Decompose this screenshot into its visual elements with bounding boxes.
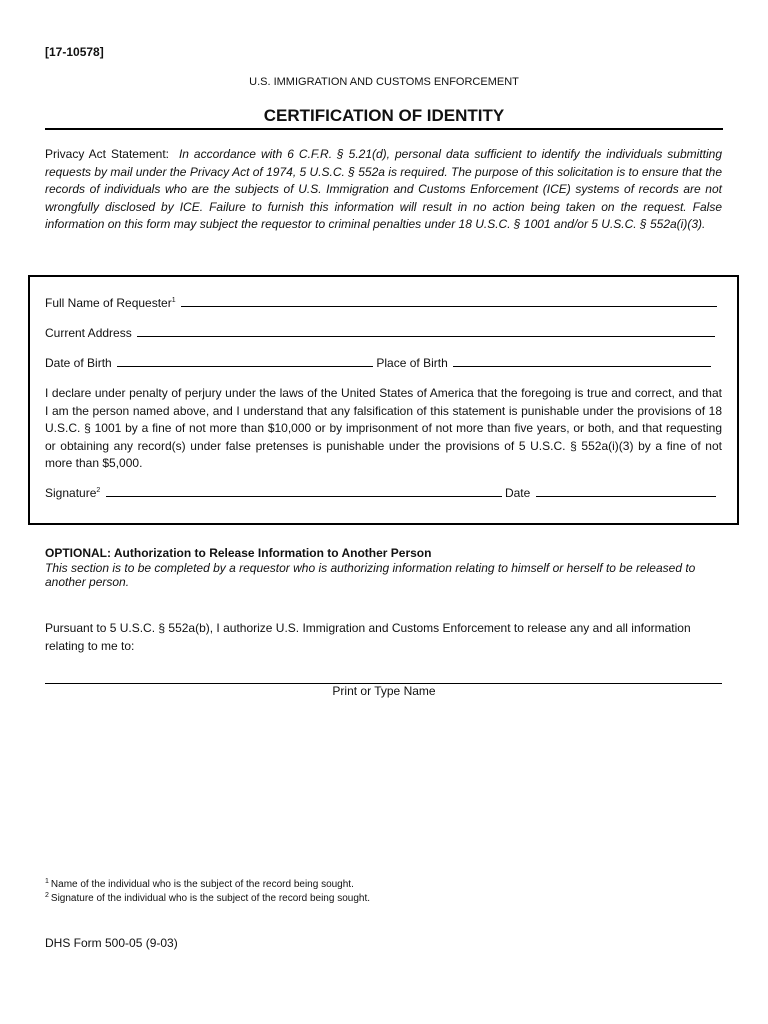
- print-name-label: Print or Type Name: [332, 684, 436, 698]
- privacy-text: In accordance with 6 C.F.R. § 5.21(d), personal data sufficient to identify the individuals submitting requests by mail under the Privacy Act of 1974, 5 U.S.C. § 552a is required. The purpose of this solicitation is to ensure that the records of individuals who are the subjects of U.S. Immigration and Customs Enforcement (ICE) systems of records are not wrongfully disclosed by ICE. Failure to furnish this information will result in no action being taken on the request. False information on this form may subject the requestor to criminal penalties under 18 U.S.C. § 1001 and/or 5 U.S.C. § 552a(i)(3).: [45, 147, 722, 232]
- signature-label: Signature: [45, 486, 97, 500]
- date-field[interactable]: [536, 486, 716, 497]
- privacy-label: Privacy Act Statement:: [45, 147, 169, 161]
- optional-heading: OPTIONAL: Authorization to Release Information to Another Person: [45, 546, 432, 560]
- form-title: CERTIFICATION OF IDENTITY: [263, 106, 505, 125]
- pob-field[interactable]: [453, 356, 711, 367]
- address-row: [45, 326, 715, 340]
- document-number: [17-10578]: [45, 45, 104, 59]
- footnote-1-text: Name of the individual who is the subject of the record being sought.: [50, 879, 354, 890]
- birth-row: [45, 356, 711, 370]
- dob-field[interactable]: [117, 356, 373, 367]
- footnote-1-number: 1: [45, 877, 49, 885]
- footnote-ref-1: 1: [171, 297, 176, 304]
- privacy-act-statement: [45, 146, 722, 234]
- signature-row: [45, 486, 716, 500]
- footnote-2: [45, 893, 370, 904]
- address-label: Current Address: [45, 326, 132, 340]
- footnote-2-text: Signature of the individual who is the subject of the record being sought.: [50, 893, 370, 904]
- optional-instructions: This section is to be completed by a requestor who is authorizing information relating to himself or herself to be released to another person.: [45, 561, 696, 589]
- footnote-ref-2: 2: [96, 487, 101, 494]
- footnote-2-number: 2: [45, 891, 49, 899]
- signature-field[interactable]: [106, 486, 502, 497]
- full-name-field[interactable]: [181, 296, 717, 307]
- authorization-statement: Pursuant to 5 U.S.C. § 552a(b), I authorize U.S. Immigration and Customs Enforcement to release any and all information relating to me to:: [45, 621, 691, 653]
- pob-label: Place of Birth: [376, 356, 448, 370]
- full-name-label: Full Name of Requester: [45, 296, 172, 310]
- perjury-declaration: I declare under penalty of perjury under the laws of the United States of America that the foregoing is true and correct, and that I am the person named above, and I understand that any falsification of this statement is punishable under the provisions of 18 U.S.C. § 1001 by a fine of not more than $10,000 or by imprisonment of not more than five years, or both, and that requesting or obtaining any record(s) under false pretenses is punishable under the provisions of 5 U.S.C. § 552a(i)(3) by a fine of not more than $5,000.: [45, 386, 722, 471]
- dob-label: Date of Birth: [45, 356, 112, 370]
- title-divider: [45, 128, 723, 130]
- form-number: DHS Form 500-05 (9-03): [45, 936, 178, 950]
- full-name-row: [45, 296, 717, 310]
- footnote-1: [45, 879, 354, 890]
- address-field[interactable]: [137, 326, 715, 337]
- agency-name: U.S. IMMIGRATION AND CUSTOMS ENFORCEMENT: [249, 76, 519, 88]
- date-label: Date: [504, 486, 531, 500]
